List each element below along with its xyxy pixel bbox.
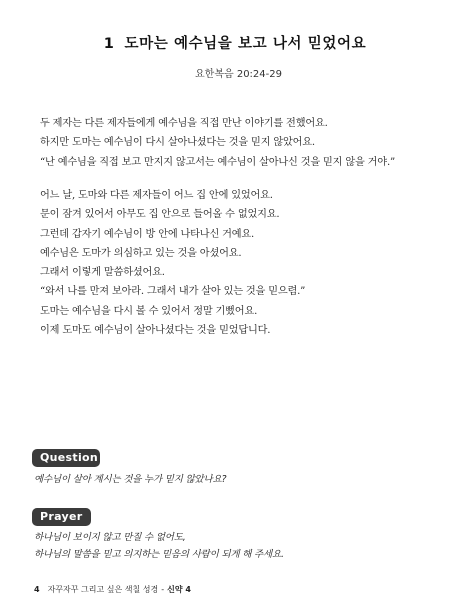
story-paragraph-1 <box>40 114 440 172</box>
prayer-line-1: 하나님이 보이지 않고 만질 수 없어도, <box>34 532 186 543</box>
story-line: 도마는 예수님을 다시 볼 수 있어서 정말 기뻤어요. <box>40 305 258 317</box>
chapter-title: 도마는 예수님을 보고 나서 믿었어요 <box>124 36 367 52</box>
story-line: “와서 나를 만져 보아라. 그래서 내가 살아 있는 것을 믿으렴.” <box>40 286 306 298</box>
story-line: 어느 날, 도마와 다른 제자들이 어느 집 안에 있었어요. <box>40 190 273 201</box>
prayer-label: Prayer <box>32 508 91 526</box>
book-title: 자꾸자꾸 그리고 싶은 색칠 성경 <box>47 585 159 594</box>
page-title <box>0 32 470 53</box>
book-part: 신약 4 <box>167 585 191 594</box>
prayer-line-2: 하나님의 말씀을 믿고 의지하는 믿음의 사람이 되게 해 주세요. <box>34 549 284 560</box>
story-line: 하지만 도마는 예수님이 다시 살아나셨다는 것을 믿지 않았어요. <box>40 137 315 149</box>
story-line: 두 제자는 다른 제자들에게 예수님을 직접 만난 이야기를 전했어요. <box>40 118 328 129</box>
story-line: “난 예수님을 직접 보고 만지지 않고서는 예수님이 살아나신 것을 믿지 않을 거야.” <box>40 156 395 168</box>
question-label: Question <box>32 449 100 467</box>
footer-separator: - <box>161 585 165 594</box>
bible-reference: 요한복음 20:24-29 <box>195 69 282 80</box>
story-line: 이제 도마도 예수님이 살아나셨다는 것을 믿었답니다. <box>40 325 271 337</box>
story-line: 그런데 갑자기 예수님이 방 안에 나타나신 거예요. <box>40 228 255 240</box>
question-text: 예수님이 살아 계시는 것을 누가 믿지 않았나요? <box>34 474 227 485</box>
page-number: 4 <box>34 585 40 594</box>
chapter-number: 1 <box>103 36 115 52</box>
story-line: 예수님은 도마가 의심하고 있는 것을 아셨어요. <box>40 247 242 259</box>
story-paragraph-2 <box>40 186 440 340</box>
story-line: 그래서 이렇게 말씀하셨어요. <box>40 267 165 279</box>
page-footer <box>34 584 191 595</box>
story-line: 문이 잠겨 있어서 아무도 집 안으로 들어올 수 없었지요. <box>40 209 280 221</box>
